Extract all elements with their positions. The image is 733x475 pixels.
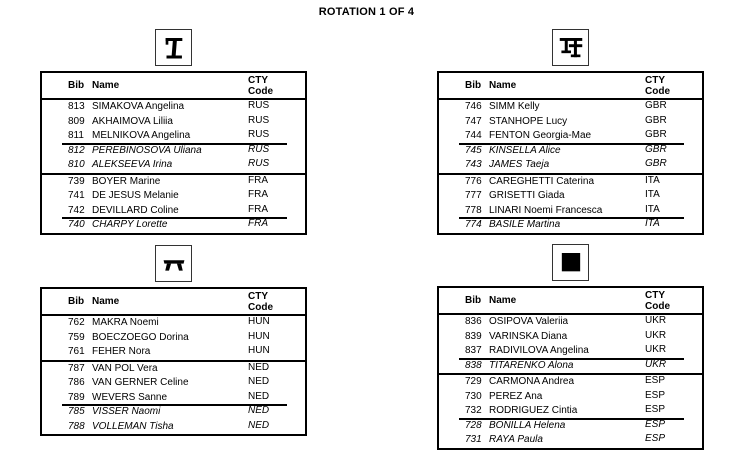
competitor-row [439, 344, 702, 359]
competitor-name: OSIPOVA Valeriia [489, 316, 569, 327]
reserve-row [42, 405, 305, 420]
bib-number: 728 [465, 419, 482, 431]
start-list-table [40, 287, 307, 436]
header-cty: CTY Code [645, 289, 670, 312]
country-code: ITA [645, 218, 660, 229]
bib-number: 789 [68, 391, 85, 403]
bib-number: 778 [465, 204, 482, 216]
header-bib: Bib [68, 296, 85, 307]
competitor-name: CARMONA Andrea [489, 376, 575, 387]
country-code: UKR [645, 315, 667, 326]
competitor-row [42, 362, 305, 377]
country-group [42, 360, 305, 435]
competitor-name: VAN GERNER Celine [92, 377, 189, 388]
competitor-name: SIMM Kelly [489, 101, 540, 112]
competitor-row [439, 404, 702, 419]
competitor-row [42, 204, 305, 219]
reserve-row [42, 144, 305, 159]
country-group [439, 373, 702, 448]
competitor-name: LINARI Noemi Francesca [489, 204, 603, 216]
bib-number: 732 [465, 405, 482, 416]
bib-number: 731 [465, 434, 482, 445]
table-header [439, 73, 702, 100]
country-code: GBR [645, 100, 667, 111]
bib-number: 743 [465, 159, 482, 170]
competitor-name: SIMAKOVA Angelina [92, 101, 185, 112]
country-code: NED [248, 419, 270, 431]
bib-number: 729 [465, 376, 482, 387]
country-group [439, 173, 702, 233]
competitor-name: AKHAIMOVA Liliia [92, 115, 173, 127]
competitor-name: GRISETTI Giada [489, 190, 565, 201]
bib-number: 776 [465, 175, 482, 187]
bib-number: 839 [465, 330, 482, 342]
bib-number: 744 [465, 130, 482, 141]
competitor-row [439, 330, 702, 345]
country-code: GBR [645, 158, 667, 169]
country-code: GBR [645, 129, 667, 140]
bib-number: 786 [68, 377, 85, 388]
header-cty: CTY Code [248, 290, 273, 313]
competitor-name: RAYA Paula [489, 434, 543, 445]
competitor-name: MAKRA Noemi [92, 317, 159, 328]
competitor-row [42, 175, 305, 190]
country-code: FRA [248, 174, 268, 186]
country-code: NED [248, 405, 270, 416]
country-group [439, 100, 702, 173]
bib-number: 761 [68, 346, 85, 357]
competitor-name: KINSELLA Alice [489, 144, 561, 156]
competitor-name: PEREZ Ana [489, 390, 543, 402]
bib-number: 785 [68, 406, 85, 417]
competitor-row [439, 100, 702, 115]
competitor-name: BOYER Marine [92, 175, 161, 187]
country-code: UKR [645, 344, 667, 355]
country-code: ESP [645, 418, 666, 430]
country-group [42, 173, 305, 233]
country-code: ITA [645, 203, 660, 215]
competitor-row [42, 316, 305, 331]
competitor-name: VAN POL Vera [92, 362, 158, 374]
country-code: GBR [645, 143, 667, 155]
reserve-row [42, 420, 305, 435]
country-code: ESP [645, 404, 666, 415]
country-code: ESP [645, 389, 666, 401]
country-code: RUS [248, 129, 270, 140]
country-code: RUS [248, 158, 270, 169]
bib-number: 741 [68, 190, 85, 201]
reserve-row [439, 158, 702, 173]
bib-number: 810 [68, 159, 85, 170]
competitor-row [42, 391, 305, 406]
panel-balance-beam [40, 245, 307, 436]
country-code: FRA [248, 203, 268, 215]
competitor-name: DE JESUS Melanie [92, 190, 179, 201]
panel-floor [437, 244, 704, 450]
header-bib: Bib [68, 80, 85, 91]
country-code: RUS [248, 143, 270, 155]
header-bib: Bib [465, 80, 482, 91]
competitor-row [439, 129, 702, 144]
bib-number: 746 [465, 101, 482, 112]
competitor-name: VISSER Naomi [92, 406, 161, 417]
bib-number: 836 [465, 316, 482, 327]
bib-number: 787 [68, 362, 85, 374]
competitor-name: STANHOPE Lucy [489, 115, 568, 127]
competitor-name: JAMES Taeja [489, 159, 550, 170]
header-name: Name [489, 80, 517, 91]
competitor-row [42, 115, 305, 130]
reserve-row [439, 419, 702, 434]
bib-number: 788 [68, 420, 85, 432]
country-code: RUS [248, 100, 270, 111]
competitor-row [42, 100, 305, 115]
start-list-table [40, 71, 307, 235]
reserve-row [439, 144, 702, 159]
header-cty: CTY Code [645, 74, 670, 97]
competitor-name: DEVILLARD Coline [92, 204, 179, 216]
competitor-name: FENTON Georgia-Mae [489, 130, 592, 141]
competitor-name: BASILE Martina [489, 219, 561, 230]
competitor-name: RADIVILOVA Angelina [489, 345, 589, 356]
competitor-name: VARINSKA Diana [489, 330, 568, 342]
competitor-row [439, 115, 702, 130]
floor-icon [552, 244, 589, 281]
reserve-row [439, 433, 702, 448]
competitor-row [439, 189, 702, 204]
header-name: Name [489, 295, 517, 306]
reserve-row [439, 359, 702, 374]
country-code: HUN [248, 330, 270, 342]
competitor-name: RODRIGUEZ Cintia [489, 405, 578, 416]
bib-number: 759 [68, 331, 85, 343]
country-code: HUN [248, 345, 270, 356]
competitor-row [439, 175, 702, 190]
competitor-row [439, 204, 702, 219]
competitor-row [42, 345, 305, 360]
competitor-row [439, 315, 702, 330]
balance-beam-icon [155, 245, 192, 282]
country-code: NED [248, 376, 270, 387]
country-group [42, 100, 305, 173]
country-code: ITA [645, 189, 660, 200]
bib-number: 811 [68, 130, 84, 141]
country-code: ESP [645, 375, 666, 386]
country-code: FRA [248, 189, 268, 200]
competitor-name: PEREBINOSOVA Uliana [92, 144, 202, 156]
competitor-name: FEHER Nora [92, 346, 151, 357]
competitor-name: MELNIKOVA Angelina [92, 130, 191, 141]
country-code: NED [248, 361, 270, 373]
panel-uneven-bars [437, 29, 704, 235]
header-bib: Bib [465, 295, 482, 306]
bib-number: 812 [68, 144, 85, 156]
competitor-row [439, 375, 702, 390]
competitor-name: ALEKSEEVA Irina [92, 159, 173, 170]
country-code: NED [248, 390, 270, 402]
start-list-table [437, 71, 704, 235]
bib-number: 745 [465, 144, 482, 156]
country-code: GBR [645, 114, 667, 126]
header-name: Name [92, 296, 120, 307]
country-code: ESP [645, 433, 666, 444]
reserve-row [439, 218, 702, 233]
bib-number: 740 [68, 219, 85, 230]
table-header [42, 73, 305, 100]
bib-number: 837 [465, 345, 482, 356]
competitor-name: BONILLA Helena [489, 419, 566, 431]
bib-number: 742 [68, 204, 85, 216]
bib-number: 777 [465, 190, 482, 201]
competitor-name: VOLLEMAN Tisha [92, 420, 174, 432]
reserve-row [42, 158, 305, 173]
bib-number: 809 [68, 115, 85, 127]
country-group [42, 316, 305, 360]
vault-icon [155, 29, 192, 66]
panel-vault [40, 29, 307, 235]
bib-number: 747 [465, 115, 482, 127]
start-list-table [437, 286, 704, 450]
bib-number: 838 [465, 359, 482, 371]
bib-number: 762 [68, 317, 85, 328]
table-header [42, 289, 305, 316]
country-code: ITA [645, 174, 660, 186]
competitor-name: WEVERS Sanne [92, 391, 168, 403]
competitor-row [42, 129, 305, 144]
competitor-row [42, 189, 305, 204]
country-code: FRA [248, 218, 268, 229]
header-cty: CTY Code [248, 74, 273, 97]
competitor-name: CAREGHETTI Caterina [489, 175, 595, 187]
country-group [439, 315, 702, 373]
reserve-row [42, 218, 305, 233]
bib-number: 739 [68, 175, 85, 187]
competitor-name: TITARENKO Alona [489, 359, 574, 371]
competitor-row [439, 390, 702, 405]
competitor-name: CHARPY Lorette [92, 219, 168, 230]
country-code: RUS [248, 114, 270, 126]
competitor-row [42, 331, 305, 346]
table-header [439, 288, 702, 315]
bib-number: 813 [68, 101, 85, 112]
country-code: UKR [645, 329, 667, 341]
page-title: ROTATION 1 OF 4 [318, 6, 415, 18]
competitor-row [42, 376, 305, 391]
country-code: UKR [645, 358, 667, 370]
bib-number: 774 [465, 219, 482, 230]
competitor-name: BOECZOEGO Dorina [92, 331, 189, 343]
country-code: HUN [248, 316, 270, 327]
bib-number: 730 [465, 390, 482, 402]
header-name: Name [92, 80, 120, 91]
uneven-bars-icon [552, 29, 589, 66]
